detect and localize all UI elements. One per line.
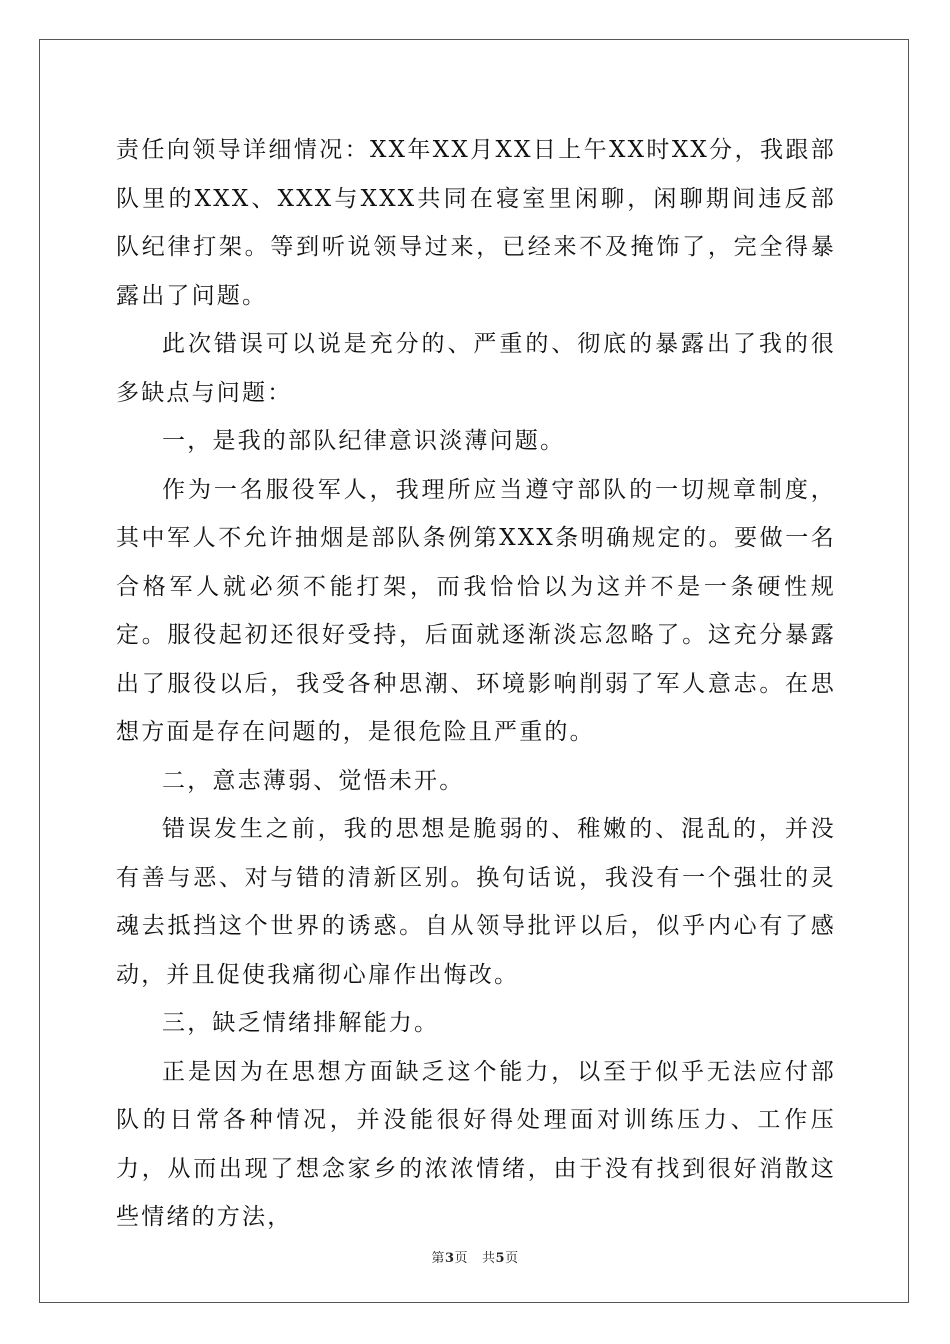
total-pages: 5 (495, 1251, 506, 1266)
paragraph: 错误发生之前，我的思想是脆弱的、稚嫩的、混乱的，并没有善与恶、对与错的清新区别。换句话说，我没有一个强壮的灵魂去抵挡这个世界的诱惑。自从领导批评以后，似乎内心有了感动，并且促使我痛彻心扉作出悔改。 (116, 816, 836, 988)
section-heading: 二，意志薄弱、觉悟未开。 (162, 767, 465, 794)
page-number: 3 (444, 1251, 455, 1266)
paragraph: 作为一名服役军人，我理所应当遵守部队的一切规章制度，其中军人不允许抽烟是部队条例第XXX条明确规定的。要做一名合格军人就必须不能打架，而我恰恰以为这并不是一条硬性规定。服役起初还很好受持，后面就逐渐淡忘忽略了。这充分暴露出了服役以后，我受各种思潮、环境影响削弱了军人意志。在思想方面是存在问题的，是很危险且严重的。 (116, 476, 836, 745)
paragraph: 此次错误可以说是充分的、严重的、彻底的暴露出了我的很多缺点与问题： (116, 331, 836, 406)
page-suffix: 页 (454, 1251, 468, 1266)
section-heading: 三，缺乏情绪排解能力。 (162, 1010, 440, 1036)
section-heading: 一，是我的部队纪律意识淡薄问题。 (162, 428, 566, 454)
total-prefix: 共 (482, 1251, 496, 1266)
document-body (116, 126, 836, 1242)
page-footer (0, 1247, 950, 1266)
paragraph: 责任向领导详细情况：XX年XX月XX日上午XX时XX分，我跟部队里的XXX、XXX与XXX共同在寝室里闲聊，闲聊期间违反部队纪律打架。等到听说领导过来，已经来不及掩饰了，完全得暴露出了问题。 (116, 137, 836, 309)
paragraph: 正是因为在思想方面缺乏这个能力，以至于似乎无法应付部队的日常各种情况，并没能很好得处理面对训练压力、工作压力，从而出现了想念家乡的浓浓情绪，由于没有找到很好消散这些情绪的方法， (116, 1058, 836, 1230)
page-prefix: 第 (431, 1251, 445, 1266)
total-suffix: 页 (505, 1251, 519, 1266)
